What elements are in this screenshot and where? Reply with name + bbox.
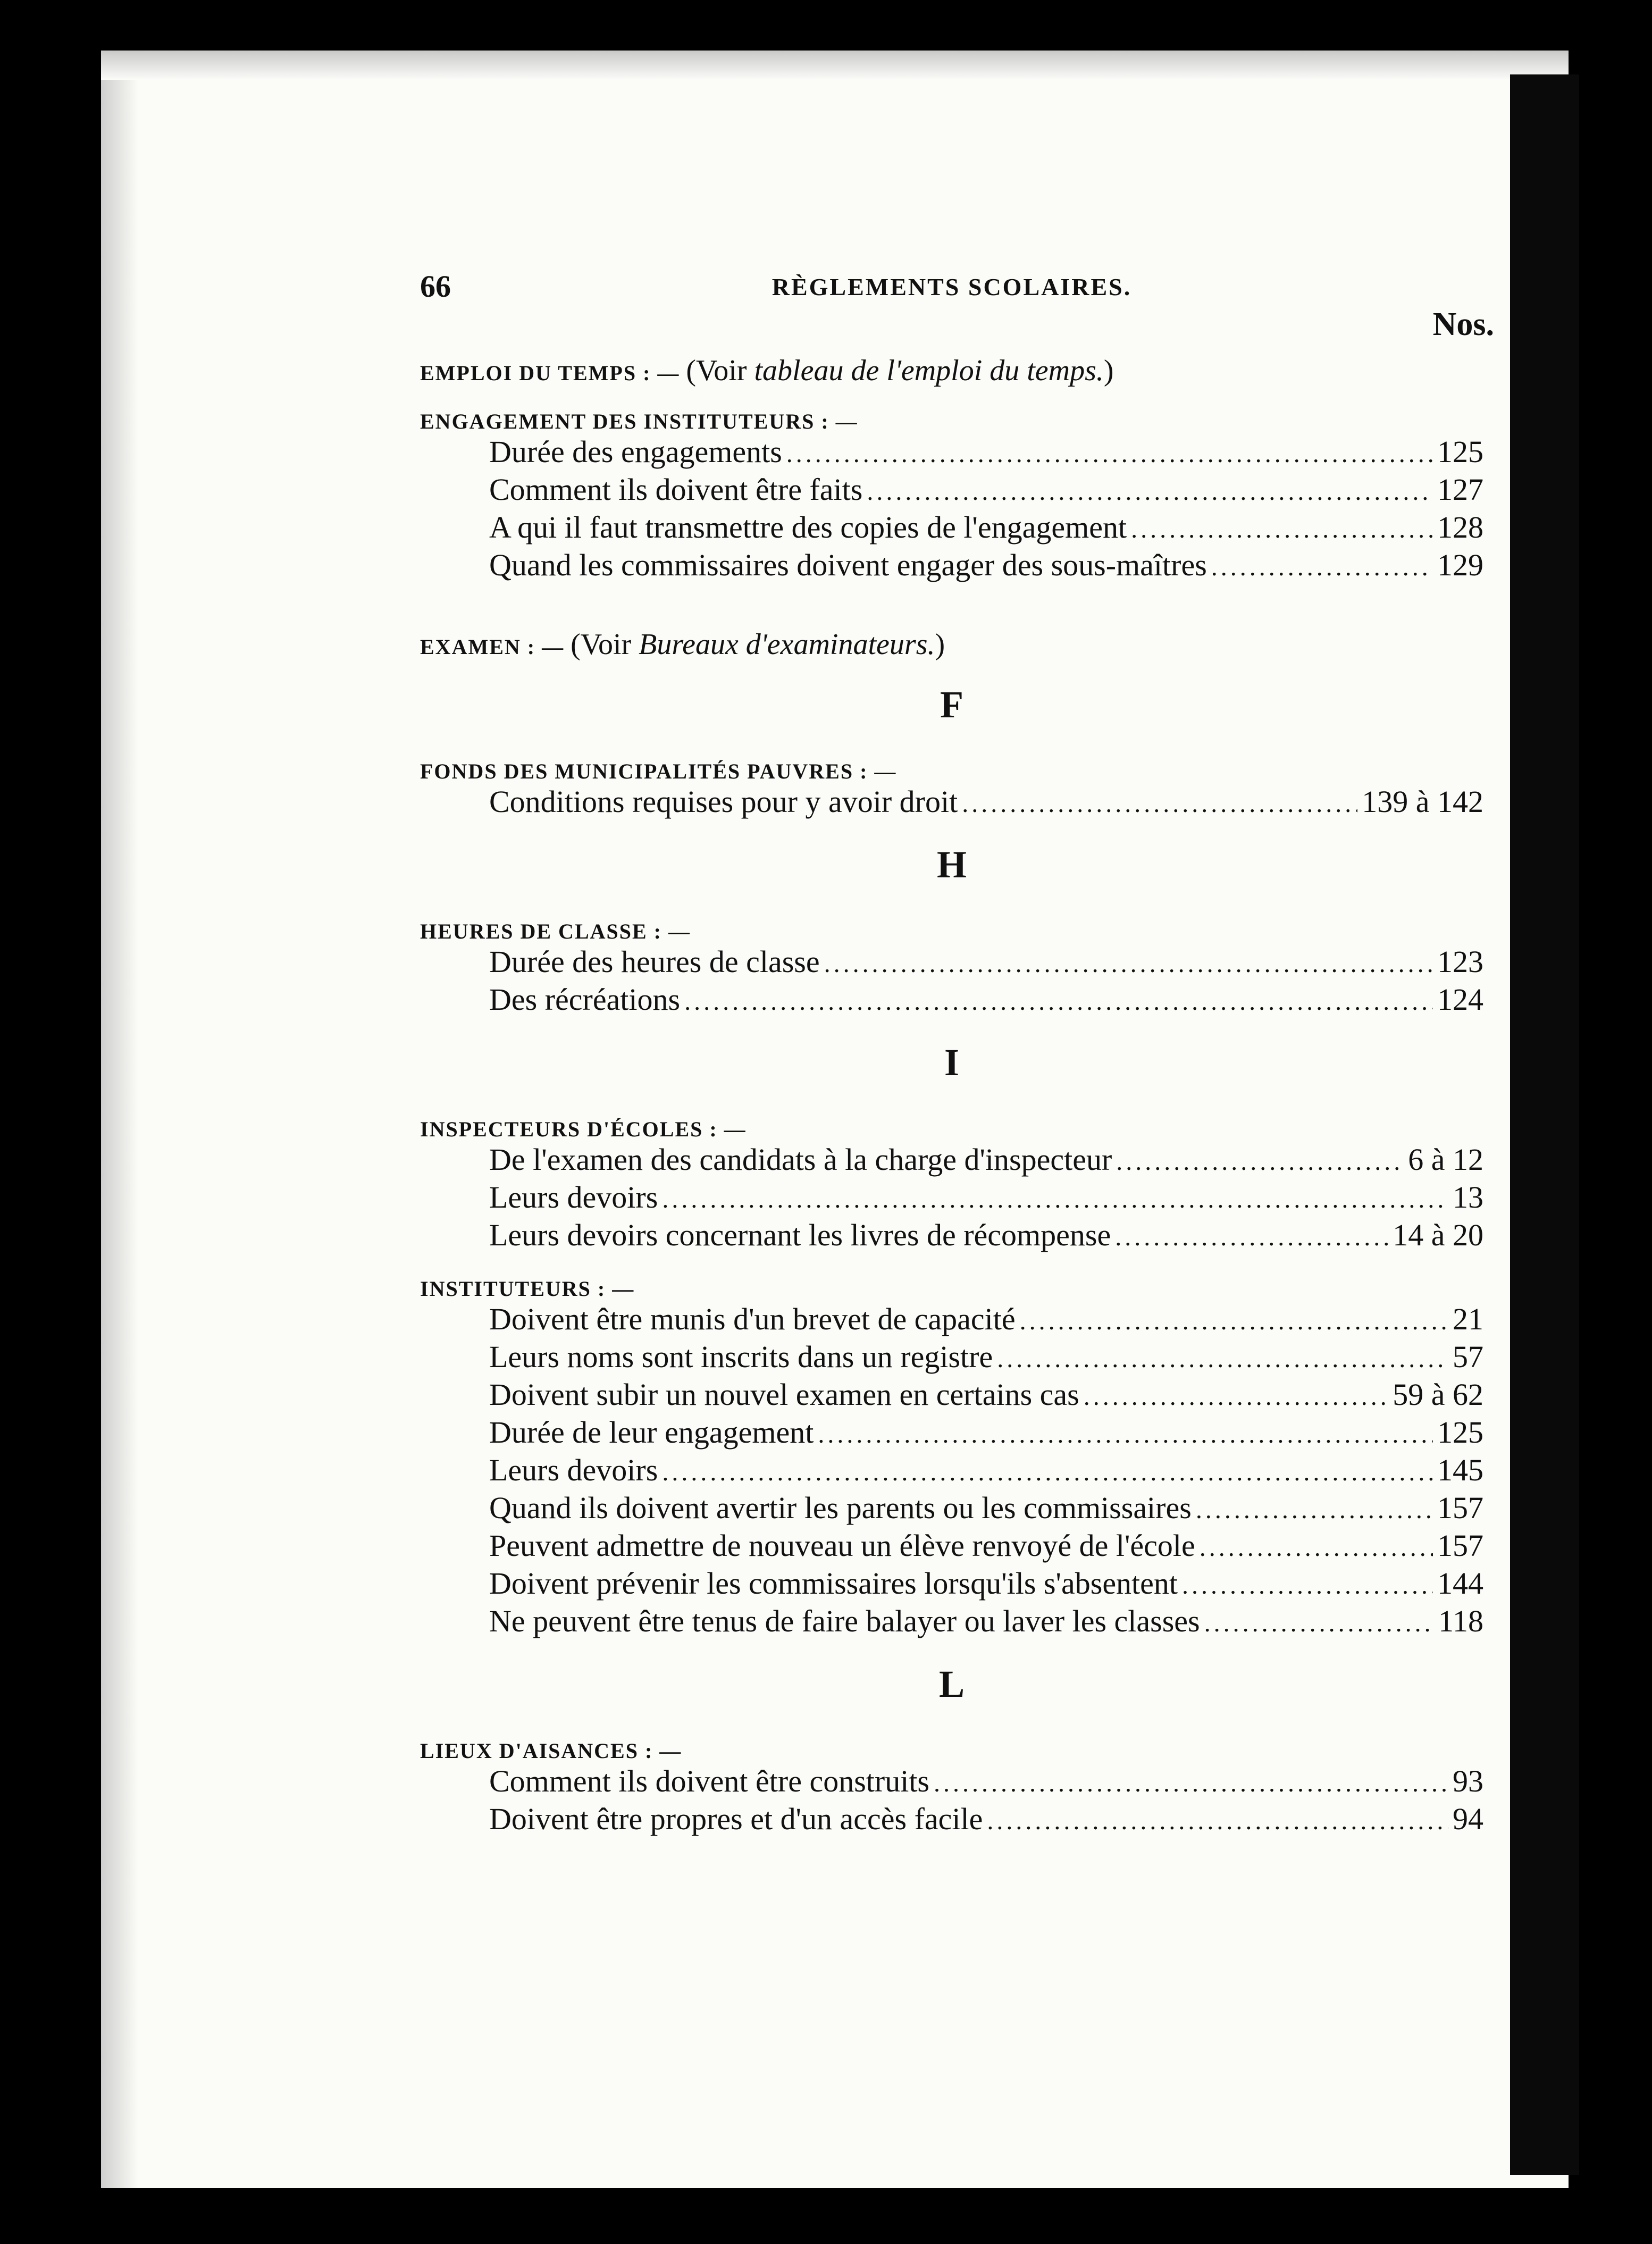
index-line: Doivent subir un nouvel examen en certains cas ..... 59 à 62 [420, 1377, 1483, 1414]
entry-heading-instituteurs: INSTITUTEURS : — [420, 1277, 635, 1301]
entry-heading-engagement: ENGAGEMENT DES INSTITUTEURS : — [420, 409, 858, 433]
index-line: Doivent être propres et d'un accès facile ..... 94 [420, 1801, 1483, 1839]
torn-right-edge [1510, 74, 1579, 2175]
index-line: Leurs devoirs concernant les livres de récompense ..... 14 à 20 [420, 1217, 1483, 1255]
entry-heading-lieux: LIEUX D'AISANCES : — [420, 1739, 682, 1763]
page-number: 66 [420, 269, 451, 304]
index-line: Peuvent admettre de nouveau un élève renvoyé de l'école ..... 157 [420, 1528, 1483, 1565]
entry-heading-heures: HEURES DE CLASSE : — [420, 919, 691, 943]
numbers-column-label: Nos. [1432, 306, 1494, 342]
index-line: Leurs devoirs ..... 13 [420, 1179, 1483, 1217]
index-line: A qui il faut transmettre des copies de l'engagement ..... 128 [420, 509, 1483, 547]
letter-divider-h: H [936, 843, 967, 886]
index-line: Conditions requises pour y avoir droit ..... 139 à 142 [420, 784, 1483, 822]
book-page [101, 51, 1569, 2188]
index-line: Quand ils doivent avertir les parents ou les commissaires ..... 157 [420, 1490, 1483, 1528]
entry-heading-emploi-du-temps: EMPLOI DU TEMPS : — (Voir tableau de l'emploi du temps.) [420, 354, 1114, 387]
page-shadow-top [101, 51, 1569, 80]
letter-divider-l: L [938, 1663, 965, 1705]
index-line: Comment ils doivent être construits ..... 93 [420, 1763, 1483, 1801]
index-line: Ne peuvent être tenus de faire balayer ou laver les classes ..... 118 [420, 1603, 1483, 1641]
running-title: RÈGLEMENTS SCOLAIRES. [772, 273, 1132, 300]
index-line: Quand les commissaires doivent engager des sous-maîtres ..... 129 [420, 547, 1483, 585]
entry-heading-fonds: FONDS DES MUNICIPALITÉS PAUVRES : — [420, 759, 897, 783]
page-header [420, 269, 1494, 342]
index-content [420, 269, 1494, 1839]
index-line: Doivent être munis d'un brevet de capacité ..... 21 [420, 1301, 1483, 1339]
index-line: Des récréations ..... 124 [420, 982, 1483, 1019]
index-line: Leurs devoirs ..... 145 [420, 1452, 1483, 1490]
entry-heading-examen: EXAMEN : — (Voir Bureaux d'examinateurs.) [420, 628, 945, 661]
index-line: Leurs noms sont inscrits dans un registre ..... 57 [420, 1339, 1483, 1377]
index-line: Doivent prévenir les commissaires lorsqu'ils s'absentent ..... 144 [420, 1565, 1483, 1603]
entry-heading-inspecteurs: INSPECTEURS D'ÉCOLES : — [420, 1117, 747, 1141]
index-line: De l'examen des candidats à la charge d'inspecteur ..... 6 à 12 [420, 1142, 1483, 1179]
index-line: Durée de leur engagement ..... 125 [420, 1414, 1483, 1452]
index-line: Comment ils doivent être faits ..... 127 [420, 472, 1483, 509]
cross-reference: (Voir tableau de l'emploi du temps.) [686, 354, 1114, 387]
index-line: Durée des engagements ..... 125 [420, 434, 1483, 472]
letter-divider-f: F [940, 683, 963, 726]
page-shadow-left [101, 51, 138, 2188]
letter-divider-i: I [944, 1041, 960, 1084]
index-line: Durée des heures de classe ..... 123 [420, 944, 1483, 982]
cross-reference: (Voir Bureaux d'examinateurs.) [571, 628, 945, 661]
